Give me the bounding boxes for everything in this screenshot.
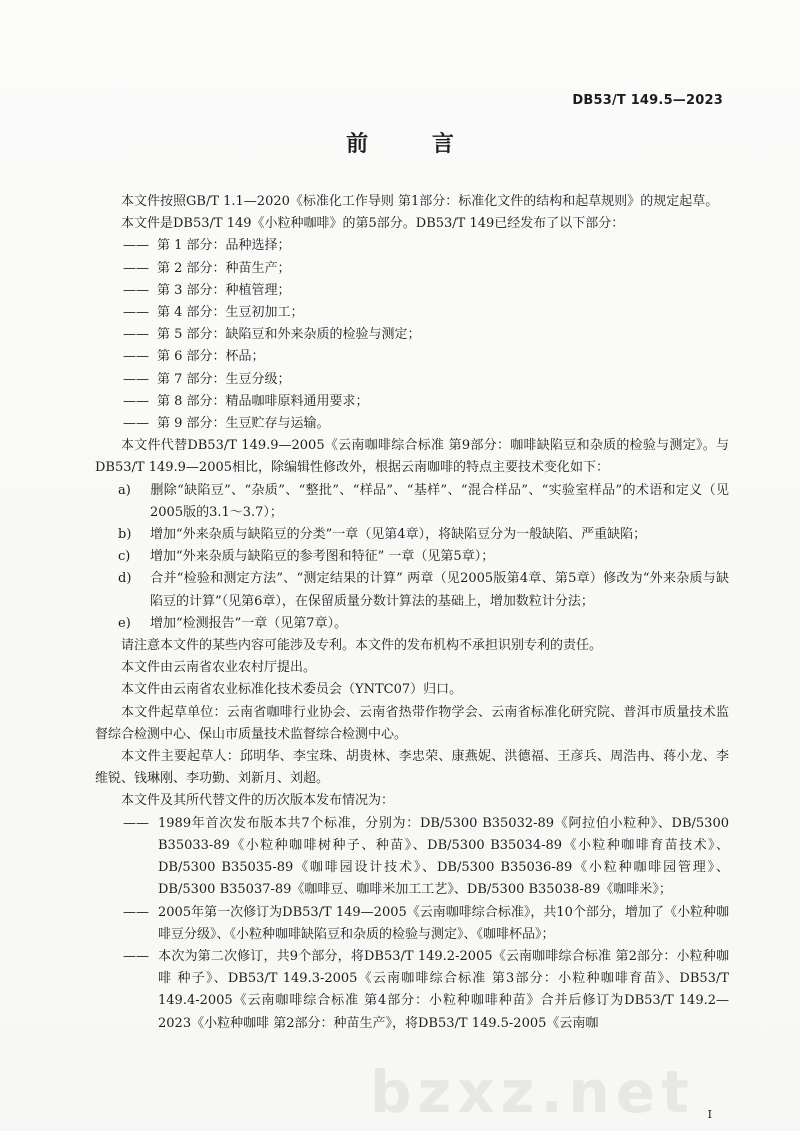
paragraph-history-intro: 本文件及其所代替文件的历次版本发布情况为： — [121, 793, 395, 809]
list-item: —— 第 6 部分：杯品； — [95, 346, 729, 368]
list-item: —— 第 3 部分：种植管理； — [95, 280, 729, 302]
dash-mark: —— — [123, 393, 149, 409]
list-item: c) 增加“外来杂质与缺陷豆的参考图和特征” 一章（见第5章）； — [118, 549, 495, 565]
paragraph-proposer: 本文件由云南省农业农村厅提出。 — [121, 660, 317, 676]
dash-mark: —— — [123, 904, 149, 920]
parts-list — [95, 235, 729, 435]
page-number: I — [707, 1108, 712, 1121]
list-item: —— 2005年第一次修订为DB53/T 149—2005《云南咖啡综合标准》，共10个部分，增加了《小粒种咖啡豆分级》、《小粒种咖啡缺陷豆和杂质的检验与测定》、《咖啡杯品》； — [95, 902, 729, 946]
history-list — [95, 813, 729, 1035]
dash-mark: —— — [123, 238, 149, 254]
list-item: —— 1989年首次发布版本共7个标准，分别为：DB/5300 B35032-89《阿拉伯小粒种》、DB/5300 B35033-89《小粒种咖啡树种子、种苗》、DB/5300 B35034-89《小粒种咖啡育苗技术》、DB/5300 B35035-89《咖啡园设计技术》、DB/5300 B35036-89《小粒种咖啡园管理》、DB/5300 B35037-89《咖啡豆、咖啡米加工工艺》、DB/5300 B35038-89《咖啡米》； — [95, 813, 729, 902]
dash-mark: —— — [123, 305, 149, 321]
dash-mark: —— — [123, 282, 149, 298]
paragraph-committee: 本文件由云南省农业标准化技术委员会（YNTC07）归口。 — [121, 682, 463, 698]
list-item: —— 第 5 部分：缺陷豆和外来杂质的检验与测定； — [95, 324, 729, 346]
paragraph-patent-notice: 请注意本文件的某些内容可能涉及专利。本文件的发布机构不承担识别专利的责任。 — [121, 638, 603, 654]
dash-mark: —— — [123, 327, 149, 343]
document-code: DB53/T 149.5—2023 — [572, 93, 723, 108]
paragraph-drafting-basis: 本文件按照GB/T 1.1—2020《标准化工作导则 第1部分：标准化文件的结构和起草规则》的规定起草。 — [121, 194, 719, 209]
list-item: d) 合并“检验和测定方法”、“测定结果的计算” 两章（见2005版第4章、第5章）修改为“外来杂质与缺陷豆的计算”（见第6章），在保留质量分数计算法的基础上，增加数粒计分法； — [118, 571, 729, 609]
dash-mark: —— — [123, 371, 149, 387]
list-item: —— 第 9 部分：生豆贮存与运输。 — [95, 413, 729, 435]
list-item: —— 第 1 部分：品种选择； — [95, 235, 729, 257]
page-title: 前 言 — [346, 131, 482, 157]
list-item: b) 增加“外来杂质与缺陷豆的分类”一章（见第4章），将缺陷豆分为一般缺陷、严重缺陷； — [118, 527, 647, 543]
dash-mark: —— — [123, 349, 149, 365]
changes-list — [95, 480, 729, 635]
list-item: —— 第 4 部分：生豆初加工； — [95, 302, 729, 324]
dash-mark: —— — [123, 815, 149, 831]
paragraph-drafters: 本文件主要起草人：邱明华、李宝珠、胡贵林、李忠荣、康燕妮、洪德福、王彦兵、周浩冉、蒋小龙、李维锐、钱琳刚、李功勤、刘新月、刘超。 — [95, 749, 729, 787]
list-item: —— 第 8 部分：精品咖啡原料通用要求； — [95, 391, 729, 413]
paragraph-replacement: 本文件代替DB53/T 149.9—2005《云南咖啡综合标准 第9部分：咖啡缺陷豆和杂质的检验与测定》。与DB53/T 149.9—2005相比，除编辑性修改外，根据云南咖啡的特点主要技术变化如下： — [95, 438, 729, 476]
dash-mark: —— — [123, 416, 149, 432]
list-item: e) 增加“检测报告”一章（见第7章）。 — [118, 615, 348, 631]
paragraph-part-intro: 本文件是DB53/T 149《小粒种咖啡》的第5部分。DB53/T 149已经发布了以下部分： — [121, 216, 625, 232]
dash-mark: —— — [123, 260, 149, 276]
paragraph-drafting-units: 本文件起草单位：云南省咖啡行业协会、云南省热带作物学会、云南省标准化研究院、普洱市质量技术监督综合检测中心、保山市质量技术监督综合检测中心。 — [95, 704, 729, 742]
list-item: —— 第 2 部分：种苗生产； — [95, 258, 729, 280]
list-item: a) 删除“缺陷豆”、“杂质”、“整批”、“样品”、“基样”、“混合样品”、“实验室样品”的术语和定义（见2005版的3.1～3.7）； — [118, 482, 729, 520]
list-item: —— 本次为第二次修订，共9个部分，将DB53/T 149.2-2005《云南咖啡综合标准 第2部分：小粒种咖啡 种子》、DB53/T 149.3-2005《云南咖啡综合标准 第3部分：小粒种咖啡育苗》、DB53/T 149.4-2005《云南咖啡综合标准 第4部分：小粒种咖啡种苗》合并后修订为DB53/T 149.2—2023《小粒种咖啡 第2部分：种苗生产》，将DB53/T 149.5-2005《云南咖 — [95, 946, 729, 1035]
watermark: bzxz.net — [370, 1058, 695, 1126]
dash-mark: —— — [123, 948, 149, 964]
document-body — [95, 191, 729, 1035]
list-item: —— 第 7 部分：生豆分级； — [95, 369, 729, 391]
